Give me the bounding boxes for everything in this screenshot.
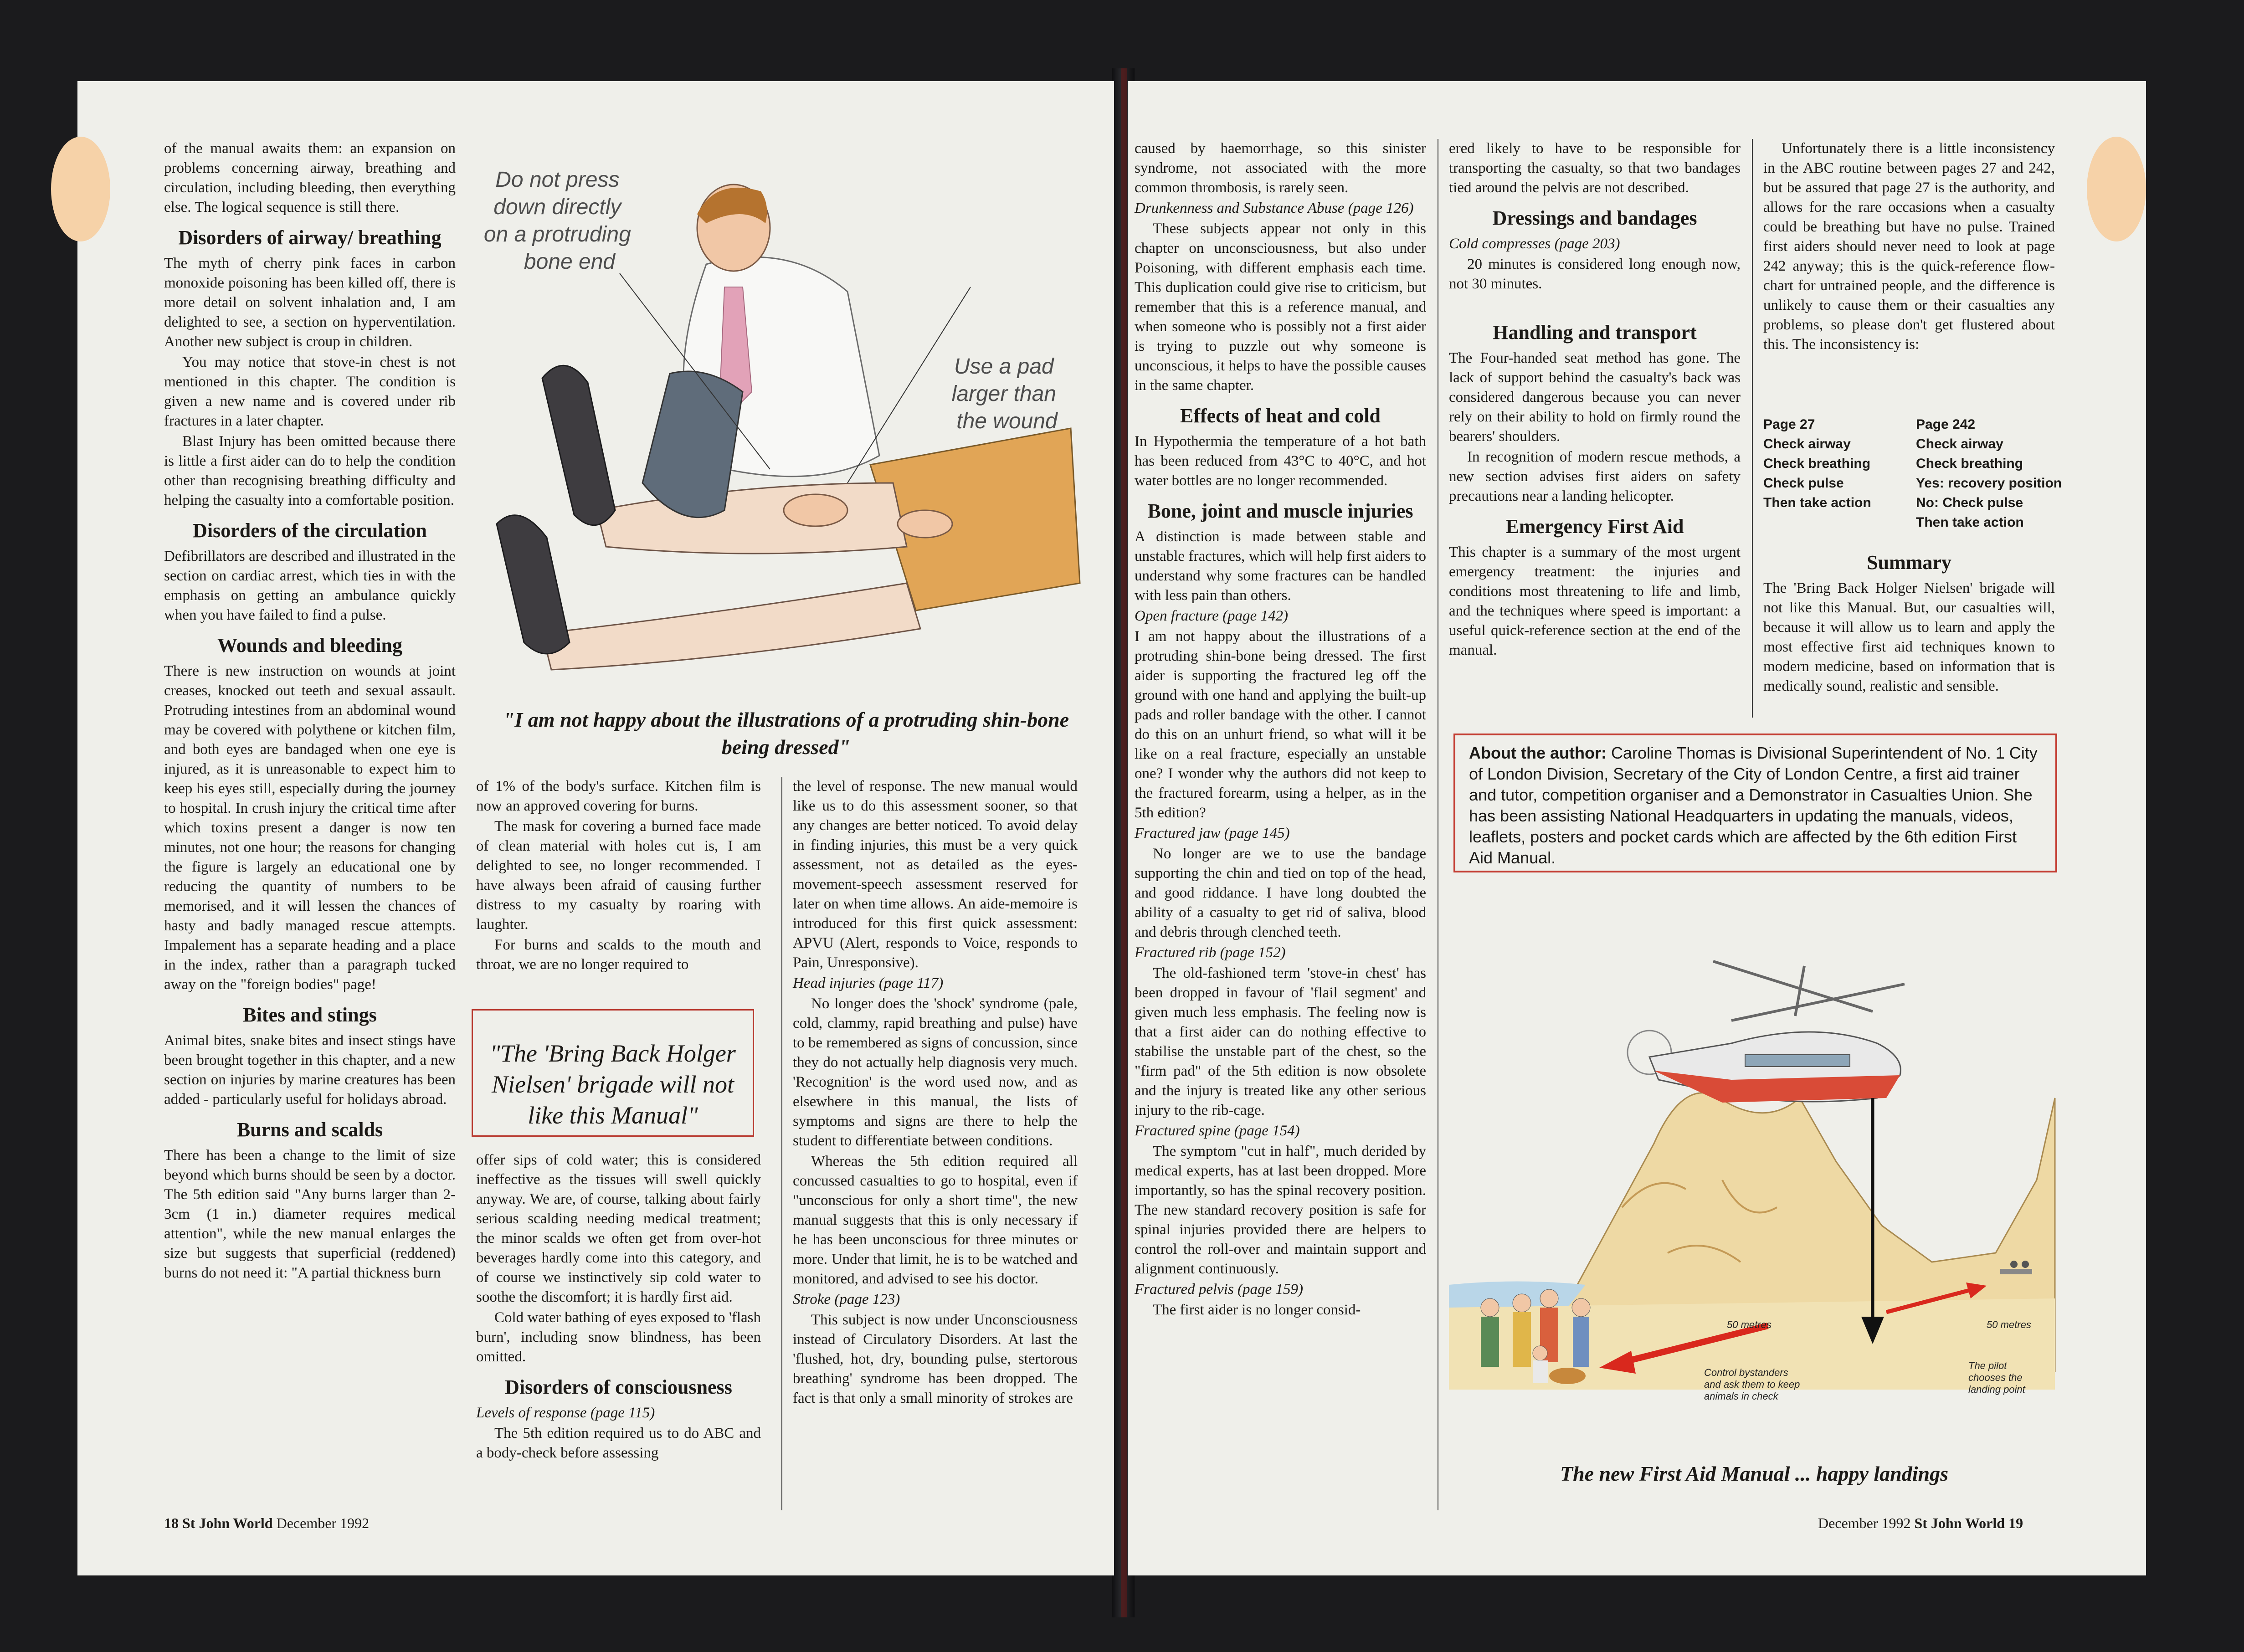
author-text: Caroline Thomas is Divisional Superintendent of No. 1 City of London Division, Secretary of the City of London Centre, a first aid trainer and tutor, competition organiser and a Demonstrator in Casualties Union. She has been assisting National Headquarters in updating the manuals, videos, leaflets, posters and pocket cards which are affected by the 6th edition First Aid Manual.	[1469, 744, 2038, 867]
paragraph: Defibrillators are described and illustrated in the section on cardiac arrest, which ties in with the emphasis on getting an ambulance quickly when you have failed to find a pulse.	[164, 548, 456, 623]
paragraph: 20 minutes is considered long enough now, not 30 minutes.	[1449, 256, 1741, 292]
abc-cell: No: Check pulse	[1916, 495, 2023, 510]
paragraph: There has been a change to the limit of size beyond which burns should be seen by a doctor. The 5th edition said "Any burns larger than 2-3cm (1 in.) diameter requires medical attention", while the new manual enlarges the size but suggests that superficial (reddened) burns do not need it: "A partial thickness burn	[164, 1147, 456, 1281]
heading-summary: Summary	[1867, 551, 1951, 574]
first-aider-hand	[898, 510, 952, 538]
page-reference: Head injuries (page 117)	[793, 975, 944, 991]
column-rule	[1752, 139, 1753, 718]
helicopter-landing-illustration	[1449, 907, 2059, 1453]
right-column-3	[1763, 139, 2055, 355]
illustration-caption	[474, 706, 1098, 761]
right-column-1	[1135, 139, 1426, 1321]
abc-cell: Check breathing	[1763, 456, 1871, 471]
label-50-metres-right: 50 metres	[1987, 1319, 2031, 1330]
publication-name: 18 St John World	[164, 1515, 273, 1531]
paragraph: The 5th edition required us to do ABC and a body-check before assessing	[476, 1425, 761, 1461]
paragraph: In recognition of modern rescue methods, a new section advises first aiders on safety precautions near a landing helicopter.	[1449, 449, 1741, 504]
casualty-leg-raised	[597, 483, 907, 554]
paragraph: The myth of cherry pink faces in carbon monoxide poisoning has been killed off, there is more detail on solvent inhalation and, I am delighted to see, a section on hyperventilation. Another new subject is croup in children.	[164, 255, 456, 350]
label-50-metres-left: 50 metres	[1727, 1319, 1772, 1330]
paragraph: ered likely to have to be responsible for transporting the casualty, so that two bandages tied around the pelvis are not described.	[1449, 140, 1741, 196]
page-reference: Cold compresses (page 203)	[1449, 236, 1620, 252]
abc-column-page-242	[1916, 415, 2107, 532]
intro-paragraph: of the manual awaits them: an expansion on problems concerning airway, breathing and circulation, including bleeding, then everything else. The logical sequence is still there.	[164, 140, 456, 215]
caption-line: "I am not happy about the illustrations of a protruding shin-bone	[503, 708, 1069, 731]
abc-cell: Check airway	[1763, 436, 1851, 451]
heading-circulation: Disorders of the circulation	[193, 519, 427, 542]
abc-cell: Check airway	[1916, 436, 2003, 451]
first-aid-illustration	[469, 137, 1098, 706]
paragraph: This subject is now under Unconsciousness instead of Circulatory Disorders. At last the 'flushed, hot, dry, bounding pulse, stertorous breathing' syndrome has been dropped. The fact is that only a small minority of strokes are	[793, 1312, 1078, 1406]
paragraph: The old-fashioned term 'stove-in chest' has been dropped in favour of 'flail segment' and given much less emphasis. The feeling now is that a first aider can do nothing effective to stabilise the unstable part of the chest, so the "firm pad" of the 5th edition is now obsolete and the injury is treated like any other serious injury to the rib-cage.	[1135, 965, 1426, 1118]
paragraph: The Four-handed seat method has gone. The lack of support behind the casualty's back was considered dangerous because you can never rely on their ability to hold on firmly round the bearers' shoulders.	[1449, 350, 1741, 445]
pull-quote: "The 'Bring Back Holger Nielsen' brigade will not like this Manual"	[472, 1009, 754, 1137]
column-rule	[781, 777, 782, 1510]
heading-heat-cold: Effects of heat and cold	[1180, 405, 1381, 427]
left-column-1	[164, 139, 456, 1284]
label-use-a-pad: Use a pad larger than the wound	[951, 354, 1058, 433]
section-tab-left	[51, 137, 110, 241]
author-label: About the author:	[1469, 744, 1607, 762]
heading-airway: Disorders of airway/ breathing	[178, 226, 442, 249]
right-column-3-summary	[1763, 542, 2055, 697]
spine-binding	[1121, 68, 1127, 1617]
abc-cell: Then take action	[1763, 495, 1871, 510]
heading-dressings: Dressings and bandages	[1492, 207, 1697, 229]
paragraph: No longer are we to use the bandage supporting the chin and tied on top of the head, and good riddance. I have long doubted the ability of a casualty to get rid of saliva, blood and debris through clenched teeth.	[1135, 846, 1426, 940]
page-reference: Fractured jaw (page 145)	[1135, 825, 1290, 841]
paragraph: The mask for covering a burned face made of clean material with holes cut is, I am delighted to see, no longer recommended. I have always been afraid of causing further distress to my casualty by roaring with laughter.	[476, 818, 761, 933]
rotor-blade	[1713, 961, 1873, 1011]
publication-name: St John World 19	[1914, 1515, 2023, 1531]
abc-column-page-27	[1763, 415, 1909, 513]
heading-bone-joint: Bone, joint and muscle injuries	[1147, 500, 1413, 522]
rotor-blade	[1731, 984, 1905, 1021]
caption-line: being dressed"	[721, 735, 851, 759]
abc-cell: Page 242	[1916, 417, 1976, 432]
page-reference: Open fracture (page 142)	[1135, 608, 1288, 624]
abc-cell: Check pulse	[1763, 476, 1844, 491]
paragraph: Animal bites, snake bites and insect stings have been brought together in this chapter, and a new section on injuries by marine creatures has been added - particularly useful for holidays abroad.	[164, 1032, 456, 1108]
about-the-author-box	[1453, 734, 2057, 872]
paragraph: These subjects appear not only in this chapter on unconsciousness, but also under Poisoning, with different emphasis each time. This duplication could give rise to criticism, but remember that this is a reference manual, and when someone who is possibly not a first aider is trying to puzzle out why someone is unconscious, it helps to have the possible causes in the same chapter.	[1135, 221, 1426, 394]
right-footer	[1818, 1515, 2023, 1532]
shoe-ground	[497, 515, 570, 654]
paragraph: caused by haemorrhage, so this sinister syndrome, not associated with the more common thrombosis, is rarely seen.	[1135, 140, 1426, 196]
dog	[1549, 1368, 1586, 1384]
heading-burns: Burns and scalds	[236, 1118, 383, 1141]
left-footer	[164, 1515, 369, 1532]
page-reference: Fractured rib (page 152)	[1135, 944, 1286, 961]
paragraph: No longer does the 'shock' syndrome (pale, cold, clammy, rapid breathing and pulse) have to be remembered as signs of concussion, since they do not actually help diagnosis very much. 'Recognition' is the word used now, and as elsewhere in this manual, the lists of symptoms and signs are there to help the student to differentiate between conditions.	[793, 995, 1078, 1149]
paragraph: The first aider is no longer consid-	[1153, 1302, 1361, 1318]
abc-cell: Page 27	[1763, 417, 1815, 432]
first-aider-hand	[784, 494, 847, 526]
paragraph: Unfortunately there is a little inconsistency in the ABC routine between pages 27 and 242, but be assured that page 27 is the authority, and allows for the rare occasions when a casualty could be breathing but have no pulse. Trained first aiders should never need to look at page 242 anyway; this is the quick-reference flow-chart for untrained people, and the difference is unlikely to cause them or their casualties any problems, so please don't get flustered about this. The inconsistency is:	[1763, 140, 2055, 353]
issue-date: December 1992	[1818, 1515, 1911, 1531]
paragraph: I am not happy about the illustrations of a protruding shin-bone being dressed. The first aider is supporting the fractured leg off the ground with one hand and applying the built-up pads and roller bandage with the other. I cannot do this on an unhurt friend, so what will it be like on a real fracture, especially an unstable one? I wonder why the authors did not keep to the fractured forearm, using a helper, as in the 5th edition?	[1135, 628, 1426, 821]
left-column-2-lower	[476, 1150, 761, 1464]
page-reference: Drunkenness and Substance Abuse (page 126)	[1135, 200, 1414, 216]
left-column-2	[476, 777, 761, 975]
paragraph: The 'Bring Back Holger Nielsen' brigade will not like this Manual. But, our casualties will, because it will allow us to learn and apply the most effective first aid techniques known to modern medicine, based on information that is medically sound, realistic and sensible.	[1763, 580, 2055, 694]
paragraph: In Hypothermia the temperature of a hot bath has been reduced from 43°C to 40°C, and hot water bottles are no longer recommended.	[1135, 433, 1426, 489]
heading-consciousness: Disorders of consciousness	[505, 1376, 732, 1398]
paragraph: For burns and scalds to the mouth and throat, we are no longer required to	[476, 937, 761, 973]
issue-date: December 1992	[276, 1515, 370, 1531]
page-reference: Levels of response (page 115)	[476, 1405, 655, 1421]
heading-bites: Bites and stings	[243, 1004, 377, 1026]
paragraph: Cold water bathing of eyes exposed to 'flash burn', including snow blindness, has been omitted.	[476, 1309, 761, 1365]
abc-cell: Then take action	[1916, 515, 2024, 530]
abc-cell: Check breathing	[1916, 456, 2023, 471]
abc-cell: Yes: recovery position	[1916, 476, 2062, 491]
paragraph: A distinction is made between stable and unstable fractures, which will help first aiders to understand why some fractures can be handled with less pain than others.	[1135, 528, 1426, 604]
casualty-leg-ground	[542, 583, 920, 670]
label-control-bystanders: Control bystanders and ask them to keep animals in check	[1704, 1367, 1800, 1402]
label-do-not-press: Do not press down directly on a protruding bone end	[483, 168, 631, 274]
helicopter-windows	[1745, 1055, 1850, 1067]
helicopter-caption: The new First Aid Manual ... happy landings	[1560, 1462, 1949, 1485]
right-column-2	[1449, 139, 1741, 661]
page-reference: Fractured spine (page 154)	[1135, 1123, 1300, 1139]
paragraph: offer sips of cold water; this is considered ineffective as the tissues will swell quickly anyway. We are, of course, talking about fairly serious scalding needing medical treatment; the minor scalds we often get from over-hot beverages hardly come into this category, and of course we instinctively sip cold water to soothe the discomfort; it is hardly first aid.	[476, 1152, 761, 1305]
paragraph: Blast Injury has been omitted because there is little a first aider can do to help the condition other than recognising breathing difficulty and helping the casualty into a comfortable position.	[164, 433, 456, 508]
page-reference: Stroke (page 123)	[793, 1291, 900, 1308]
label-pilot-chooses: The pilot chooses the landing point	[1968, 1360, 2025, 1395]
paragraph: You may notice that stove-in chest is not mentioned in this chapter. The condition is given a new name and is covered under rib fractures in a later chapter.	[164, 354, 456, 429]
heading-wounds: Wounds and bleeding	[217, 634, 402, 657]
paragraph: This chapter is a summary of the most urgent emergency treatment: the injuries and conditions most threatening to life and limb, and the techniques where speed is important: a useful quick-reference section at the end of the manual.	[1449, 544, 1741, 658]
paragraph: the level of response. The new manual would like us to do this assessment sooner, so that any changes are better noticed. To avoid delay in finding injuries, this must be a very quick assessment, not as detailed as the eyes-movement-speech assessment reserved for later on when time allows. An aide-memoire is introduced for this first quick assessment: APVU (Alert, responds to Voice, responds to Pain, Unresponsive).	[793, 778, 1078, 971]
section-tab-right	[2087, 137, 2146, 241]
paragraph: of 1% of the body's surface. Kitchen film is now an approved covering for burns.	[476, 778, 761, 814]
left-column-3	[793, 777, 1078, 1409]
paragraph: Whereas the 5th edition required all concussed casualties to go to hospital, even if "unconscious for only a short time", the new manual suggests that this is only necessary if he has been unconscious for three minutes or more. Under that limit, he is to be watched and monitored, and advised to see his doctor.	[793, 1153, 1078, 1287]
shoe-raised	[542, 365, 615, 525]
heading-handling: Handling and transport	[1493, 321, 1697, 344]
page-reference: Fractured pelvis (page 159)	[1135, 1281, 1303, 1298]
heading-emergency: Emergency First Aid	[1505, 515, 1684, 538]
paragraph: The symptom "cut in half", much derided by medical experts, has at last been dropped. More importantly, so has the spinal recovery position. The new standard recovery position is safe for spinal injuries provided there are helpers to control the roll-over and maintain support and alignment continuously.	[1135, 1143, 1426, 1277]
paragraph: There is new instruction on wounds at joint creases, knocked out teeth and sexual assault. Protruding intestines from an abdominal wound may be covered with polythene or kitchen film, and both eyes are bandaged when one eye is injured, as it is unreasonable to expect him to keep his eyes still, especially during the journey to hospital. In crush injury the critical time after which toxins present a danger is now ten minutes, not one hour; the reasons for changing the figure is largely an educational one by reducing the quantity of numbers to be memorised, and it will lessen the chances of hasty and badly managed rescue attempts. Impalement has a separate heading and a place in the index, rather than a paragraph tucked away on the "foreign bodies" page!	[164, 663, 456, 993]
